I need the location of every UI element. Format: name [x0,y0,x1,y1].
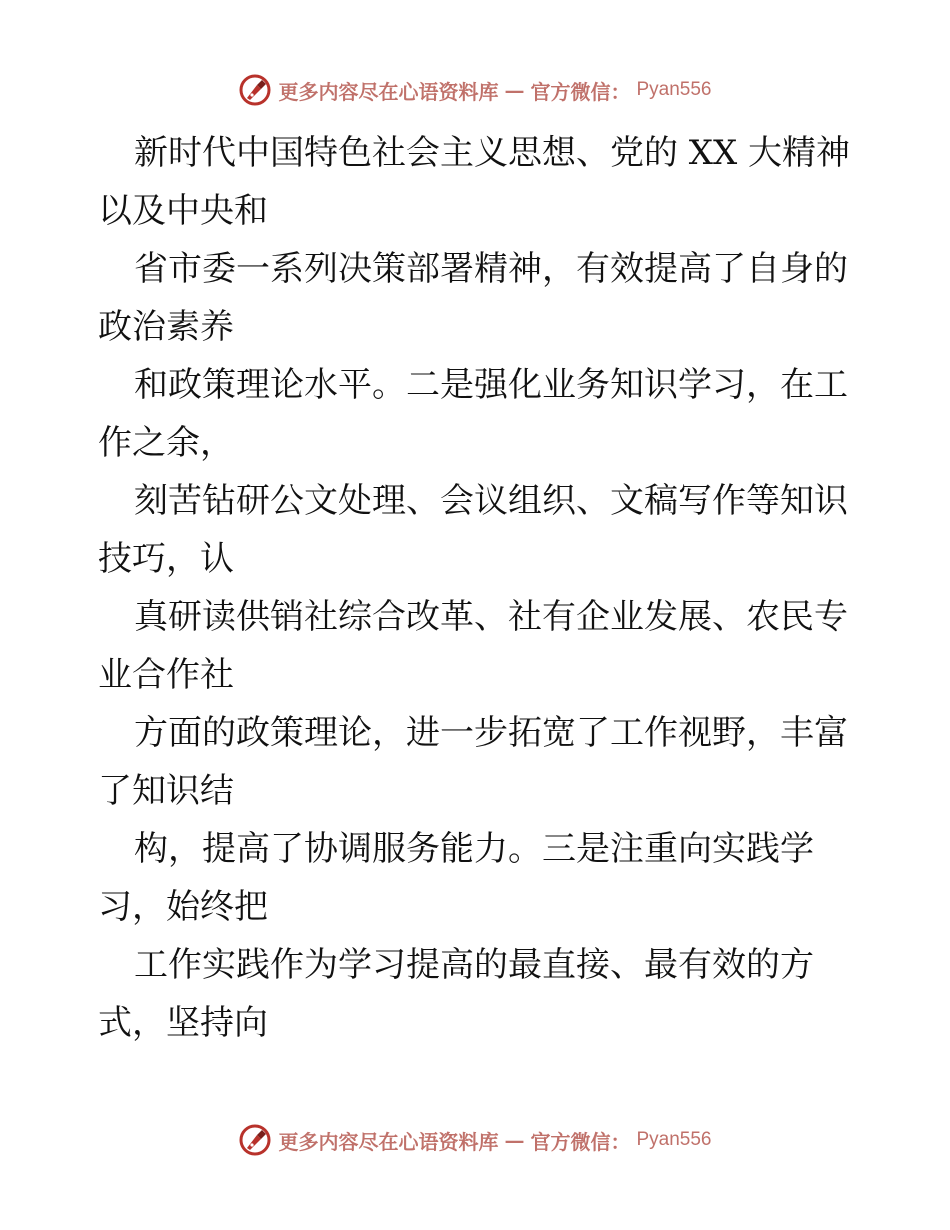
watermark-wechat-label: 官方微信： [530,79,631,104]
paragraph [98,124,858,240]
paragraph-line: 省市委一系列决策部署精神，有效提高了自身的 [134,249,848,289]
paragraph-line: 刻苦钻研公文处理、会议组织、文稿写作等知识 [134,481,848,521]
paragraph [98,472,858,588]
watermark-dash: — [504,1128,525,1152]
watermark-wechat-id: Pyan556 [636,1129,712,1150]
paragraph-line: 和政策理论水平。二是强化业务知识学习，在工 [134,365,848,405]
watermark-dash: — [504,78,525,102]
watermark-text-main: 更多内容尽在心语资料库 [278,1129,499,1154]
watermark-wechat-label: 官方微信： [530,1129,631,1154]
paragraph-line: 新时代中国特色社会主义思想、党的 XX 大精神 [134,133,851,173]
pen-nib-logo-icon [238,73,272,107]
footer-watermark [0,1120,950,1160]
paragraph-continuation: 习，始终把 [98,887,268,927]
document-body [98,124,858,1052]
paragraph [98,704,858,820]
paragraph-line: 构，提高了协调服务能力。三是注重向实践学 [134,829,814,869]
paragraph-continuation: 式，坚持向 [98,1003,268,1043]
watermark-text-main: 更多内容尽在心语资料库 [278,79,499,104]
pen-nib-logo-icon [238,1123,272,1157]
paragraph [98,820,858,936]
paragraph-continuation: 作之余， [98,423,234,463]
paragraph-line: 方面的政策理论，进一步拓宽了工作视野，丰富 [134,713,848,753]
paragraph-continuation: 了知识结 [98,771,234,811]
paragraph-line: 真研读供销社综合改革、社有企业发展、农民专 [134,597,848,637]
header-watermark [0,70,950,110]
paragraph [98,240,858,356]
paragraph [98,936,858,1052]
paragraph [98,588,858,704]
paragraph-line: 工作实践作为学习提高的最直接、最有效的方 [134,945,814,985]
watermark-wechat-id: Pyan556 [636,79,712,100]
paragraph [98,356,858,472]
paragraph-continuation: 政治素养 [98,307,234,347]
paragraph-continuation: 业合作社 [98,655,234,695]
paragraph-continuation: 技巧，认 [98,539,234,579]
paragraph-continuation: 以及中央和 [98,191,268,231]
